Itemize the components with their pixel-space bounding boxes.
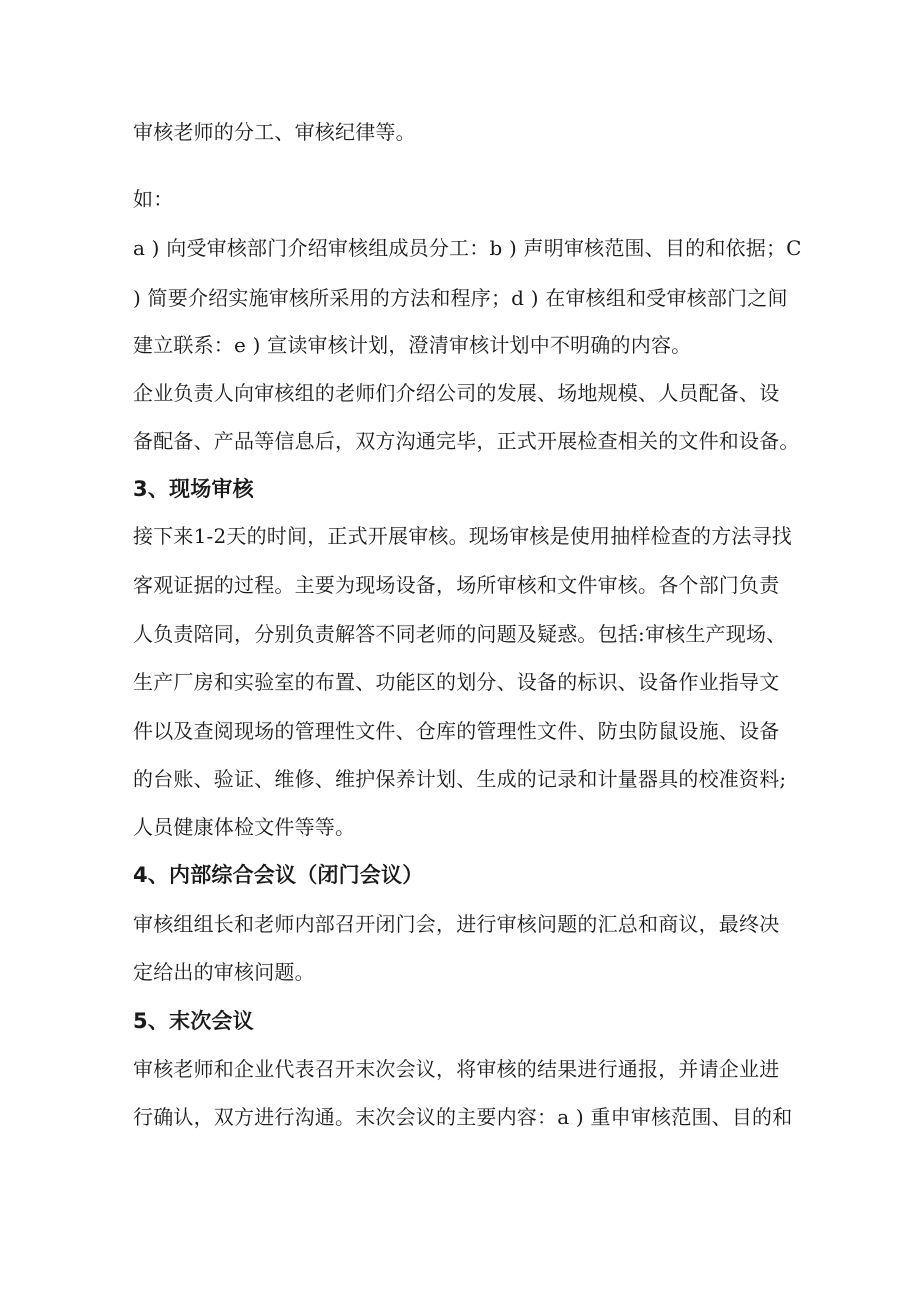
paragraph-line: 如：	[133, 187, 174, 211]
paragraph-line: 件以及查阅现场的管理性文件、仓库的管理性文件、防虫防鼠设施、设备	[133, 719, 780, 743]
paragraph-line: 人负责陪同，分别负责解答不同老师的问题及疑惑。包括:审核生产现场、	[133, 622, 787, 646]
paragraph-line: 审核老师和企业代表召开末次会议，将审核的结果进行通报，并请企业进	[133, 1057, 780, 1081]
paragraph-line: 备配备、产品等信息后，双方沟通完毕，正式开展检查相关的文件和设备。	[133, 429, 800, 453]
paragraph-line: 审核老师的分工、审核纪律等。	[133, 120, 416, 144]
paragraph-line: 定给出的审核问题。	[133, 960, 315, 984]
paragraph-line: 的台账、验证、维修、维护保养计划、生成的记录和计量器具的校准资料;	[133, 767, 787, 791]
paragraph-line: 建立联系：e ) 宣读审核计划，澄清审核计划中不明确的内容。	[133, 333, 692, 357]
paragraph-line: 客观证据的过程。主要为现场设备，场所审核和文件审核。各个部门负责	[133, 573, 780, 597]
paragraph-line: 人员健康体检文件等等。	[133, 815, 356, 839]
paragraph-line: 审核组组长和老师内部召开闭门会，进行审核问题的汇总和商议，最终决	[133, 912, 780, 936]
paragraph-line: a ) 向受审核部门介绍审核组成员分工：b ) 声明审核范围、目的和依据；C	[133, 236, 802, 260]
section-heading: 3、现场审核	[133, 477, 254, 501]
paragraph-line: 企业负责人向审核组的老师们介绍公司的发展、场地规模、人员配备、设	[133, 381, 780, 405]
paragraph-line: 生产厂房和实验室的布置、功能区的划分、设备的标识、设备作业指导文	[133, 670, 780, 694]
paragraph-line: 接下来1-2天的时间，正式开展审核。现场审核是使用抽样检查的方法寻找	[133, 524, 793, 548]
section-heading: 5、末次会议	[133, 1009, 254, 1033]
paragraph-line: 行确认，双方进行沟通。末次会议的主要内容：a ) 重申审核范围、目的和	[133, 1105, 793, 1129]
paragraph-line: ) 简要介绍实施审核所采用的方法和程序；d ) 在审核组和受审核部门之间	[133, 286, 788, 310]
section-heading: 4、内部综合会议（闭门会议）	[133, 863, 424, 887]
